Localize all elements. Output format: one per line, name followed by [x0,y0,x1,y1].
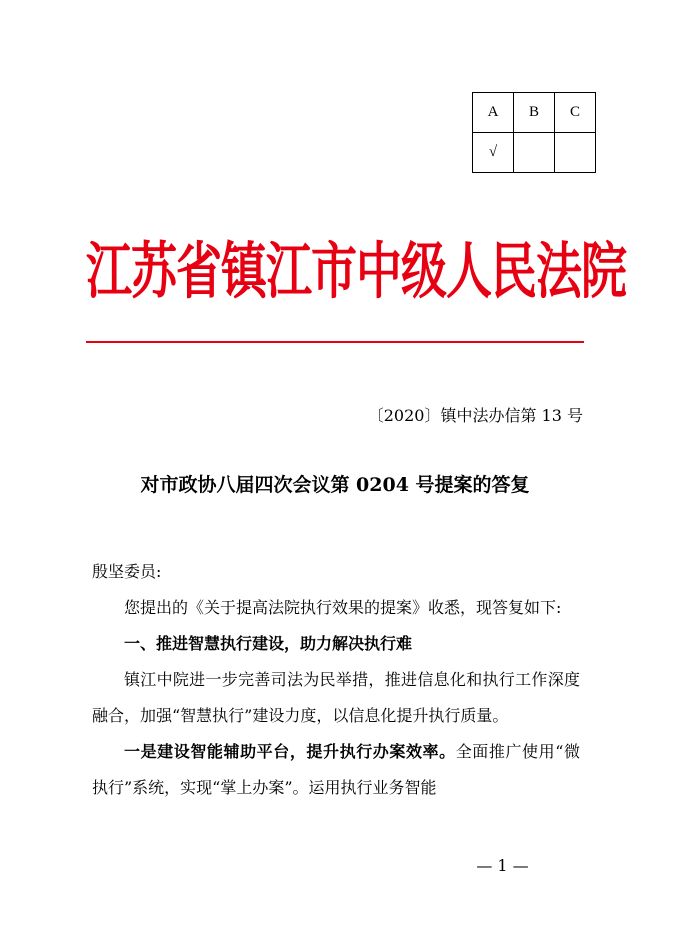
red-divider [86,341,584,343]
document-number: 〔2020〕镇中法办信第 13 号 [367,406,583,425]
grade-mark-c [555,133,596,173]
document-title: 对市政协八届四次会议第 0204 号提案的答复 [140,474,530,496]
grade-mark-b [514,133,555,173]
grade-mark-a: √ [473,133,514,173]
grade-table [472,92,596,173]
grade-header-b: B [514,93,555,133]
issuing-organization-name: 江苏省镇江市中级人民法院 [86,235,626,307]
salutation: 殷坚委员: [92,562,162,581]
grade-header-c: C [555,93,596,133]
page-number: — 1 — [476,856,529,875]
intro-paragraph: 您提出的《关于提高法院执行效果的提案》收悉，现答复如下: [124,598,562,617]
body-paragraph-2 [92,734,580,806]
paragraph-continuation: 全面推广使用“微执行”系统，实现“掌上办案”。运用执行业务智能 [92,742,580,797]
paragraph-lead-bold: 一是建设智能辅助平台，提升执行办案效率。 [124,742,456,761]
grade-header-row [473,93,596,133]
grade-header-a: A [473,93,514,133]
body-paragraph-1: 镇江中院进一步完善司法为民举措，推进信息化和执行工作深度融合，加强“智慧执行”建设力度，以信息化提升执行质量。 [92,670,580,725]
document-body [92,554,580,806]
grade-mark-row [473,133,596,173]
section-heading-1: 一、推进智慧执行建设，助力解决执行难 [124,634,413,653]
